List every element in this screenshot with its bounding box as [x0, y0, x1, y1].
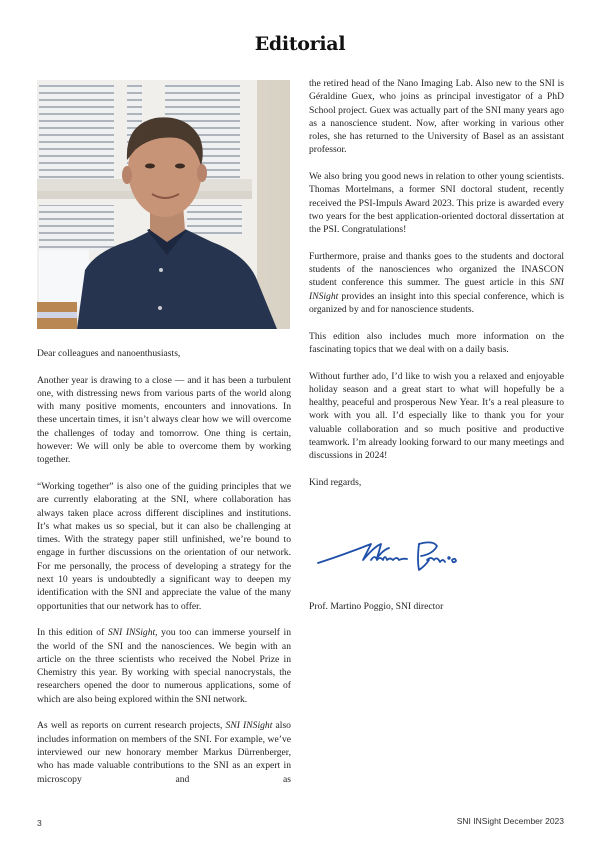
publication-name: SNI INSight — [225, 720, 273, 732]
portrait-photo — [37, 80, 290, 329]
closing: Kind regards, — [309, 476, 362, 488]
publication-name: SNI INSight — [309, 277, 564, 302]
page-number: 3 — [37, 818, 42, 828]
publication-footer: SNI INSight December 2023 — [456, 816, 564, 826]
signature — [313, 530, 463, 590]
page-title: Editorial — [254, 33, 346, 55]
signature-icon — [313, 530, 463, 590]
paragraph: the retired head of the Nano Imaging Lab. Also new to the SNI is Géraldine Guex, who joins as principal investigator of a PhD School project. Guex was actually part of the SNI many years ago as a nanoscience student. Now, after working in various other roles, she has returned to the University of Basel as an assistant professor. — [309, 78, 564, 156]
paragraph: Furthermore, praise and thanks goes to the students and doctoral students of the nanosciences who organized the INASCON student conference this summer. The guest article in this SNI INSight provides an insight into this special conference, which is organized by and for nanoscience students. — [309, 250, 564, 316]
publication-name: SNI INSight — [107, 627, 156, 639]
paragraph: Another year is drawing to a close — and it has been a turbulent one, with distressing news from various parts of the world along with many positive moments, encounters and innovations. In these uncertain times, it isn’t always clear how we will overcome the challenges of today and tomorrow. One thing is certain, however: We will only be able to overcome them by working together. — [37, 374, 291, 466]
left-column — [37, 347, 291, 799]
salutation: Dear colleagues and nanoenthusiasts, — [37, 348, 181, 359]
paragraph: Without further ado, I’d like to wish you a relaxed and enjoyable holiday season and a great start to what will hopefully be a healthy, peaceful and prosperous New Year. It’s a real pleasure to work with you all. I’d especially like to thank you for your valuable collaboration and so much positive and productive teamwork. I’m already looking forward to our many meetings and discussions in 2024! — [309, 370, 564, 462]
paragraph: This edition also includes much more information on the fascinating topics that we deal with on a daily basis. — [309, 330, 564, 355]
paragraph: “Working together” is also one of the guiding principles that we are currently elaborating at the SNI, where collaboration has always taken place across different disciplines and institutions. It’s what makes us so special, but it can also be challenging at times. With the strategy paper still unfinished, we’re bound to engage in further discussions on the orientation of our network. For me personally, the process of developing a strategy for the next 10 years is undoubtedly a significant way to deepen my identification with the SNI and appreciate the value of the many opportunities that our network has to offer. — [37, 480, 291, 612]
signoff: Prof. Martino Poggio, SNI director — [309, 601, 444, 612]
paragraph: We also bring you good news in relation to other young scientists. Thomas Mortelmans, a former SNI doctoral student, recently received the PSI-Impuls Award 2023. This prize is awarded every two years for the best application-oriented doctoral dissertation at the PSI. Congratulations! — [309, 171, 564, 236]
paragraph: As well as reports on current research projects, SNI INSight also includes information on members of the SNI. For example, we’ve interviewed our new honorary member Markus Dürrenberger, who has made valuable contributions to the SNI as an expert in microscopy and as — [37, 720, 291, 785]
portrait-illustration — [37, 80, 290, 329]
right-column — [309, 77, 564, 503]
paragraph: In this edition of SNI INSight, you too can immerse yourself in the world of the SNI and the nanosciences. We begin with an article on the three scientists who received the Nobel Prize in Chemistry this year. By working with special nanocrystals, the researchers opened the door to numerous applications, some of which are also being explored within the SNI network. — [37, 627, 291, 705]
